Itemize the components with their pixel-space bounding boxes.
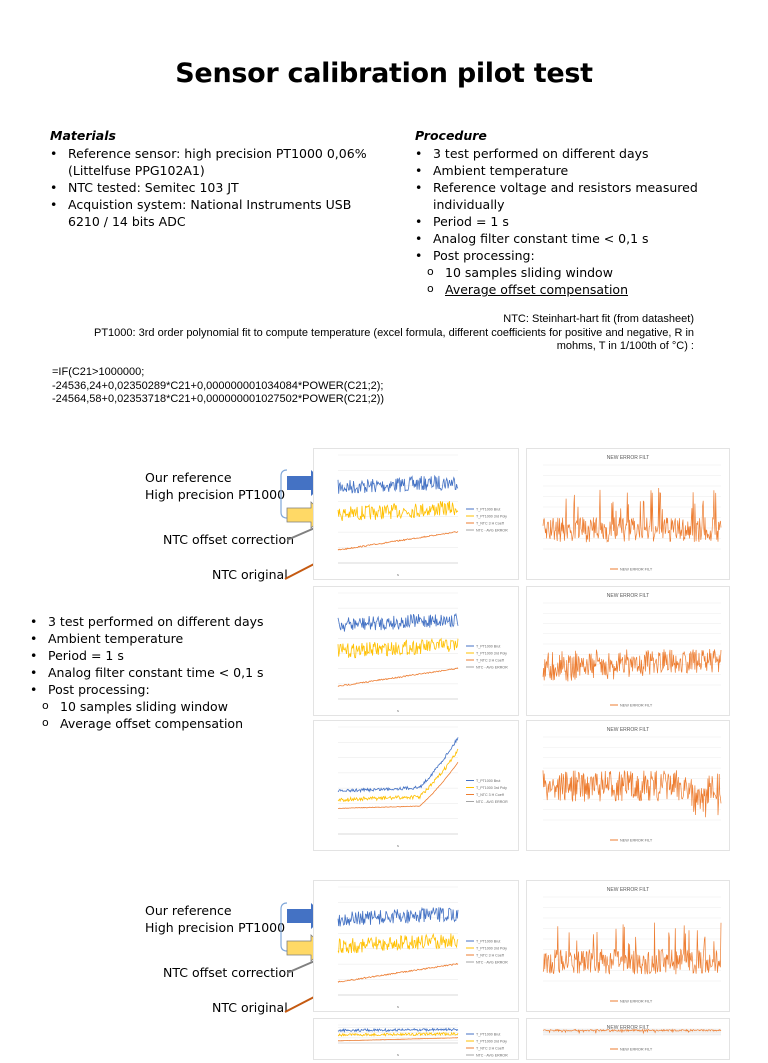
ntc-original-label: NTC original xyxy=(212,567,288,582)
list-item: • Ambient temperature xyxy=(415,162,745,179)
summary-list xyxy=(30,613,290,698)
error-series-line xyxy=(543,923,721,975)
pt1000-fit-note-line1: PT1000: 3rd order polynomial fit to compute temperature (excel formula, different coefficients for positive and negative, R in xyxy=(93,326,694,339)
legend-entry: NTC - AVG ERROR xyxy=(476,1053,508,1058)
materials-heading: Materials xyxy=(50,128,116,143)
list-item: • Post processing: xyxy=(30,681,290,698)
pt1000-series-line xyxy=(338,614,458,632)
temperature-chart-svg xyxy=(314,587,518,715)
error-chart xyxy=(526,586,730,716)
error-chart xyxy=(526,1018,730,1060)
list-item: • NTC tested: Semitec 103 JT xyxy=(50,179,370,196)
temperature-chart-svg xyxy=(314,721,518,850)
ntc-corrected-series-line xyxy=(338,1033,458,1036)
offset-correction-label: NTC offset correction xyxy=(163,532,295,547)
list-item: • Post processing: xyxy=(415,247,745,264)
ntc-original-series-line xyxy=(338,762,458,808)
chart-title: NEW ERROR FILT xyxy=(606,455,650,461)
list-item: • Acquistion system: National Instruments USB 6210 / 14 bits ADC xyxy=(50,196,370,230)
legend-entry: T_NTC 3 H Coeff xyxy=(476,521,504,526)
x-axis-label: s xyxy=(397,572,399,577)
legend-entry: T_PT1000 Brut xyxy=(476,507,501,512)
legend-entry: T_PT1000 Brut xyxy=(476,644,501,649)
list-item: • Reference voltage and resistors measured individually xyxy=(415,179,745,213)
temperature-chart xyxy=(313,720,519,851)
list-item: • Reference sensor: high precision PT1000 0,06% (Littelfuse PPG102A1) xyxy=(50,145,370,179)
temperature-chart-svg xyxy=(314,449,518,579)
pt1000-series-line xyxy=(338,476,458,494)
chart-title: NEW ERROR FILT xyxy=(606,727,650,733)
ntc-corrected-series-line xyxy=(338,501,458,521)
materials-list xyxy=(50,145,370,230)
fit-notes xyxy=(60,313,694,354)
reference-label-2: Our reference High precision PT1000 xyxy=(145,903,286,935)
error-series-line xyxy=(543,770,721,817)
legend-entry: T_PT1000 Brut xyxy=(476,939,501,944)
error-chart-svg xyxy=(527,881,729,1011)
legend-entry: T_PT1000 3rd Poly xyxy=(476,514,507,519)
legend-entry: NEW ERROR FILT xyxy=(620,1047,653,1052)
legend-entry: T_NTC 3 H Coeff xyxy=(476,658,504,663)
bracket xyxy=(281,903,287,951)
list-item: • Period = 1 s xyxy=(415,213,745,230)
ntc-corrected-series-line xyxy=(338,749,458,801)
legend-entry: T_NTC 3 H Coeff xyxy=(476,953,504,958)
summary-list-section xyxy=(30,613,290,732)
procedure-list xyxy=(415,145,745,264)
legend-entry: T_PT1000 3rd Poly xyxy=(476,946,507,951)
x-axis-label: s xyxy=(397,1004,399,1009)
list-item: • Analog filter constant time < 0,1 s xyxy=(30,664,290,681)
x-axis-label: s xyxy=(397,708,399,713)
excel-formula: =IF(C21>1000000; -24536,24+0,02350289*C21+0,000000001034084*POWER(C21;2); -24564,58+0,02353718*C21+0,000000001027502*POWER(C21;2)) xyxy=(52,366,385,405)
materials-section xyxy=(50,128,370,230)
error-chart-svg xyxy=(527,1019,729,1059)
error-series-line xyxy=(543,649,721,681)
x-axis-label: s xyxy=(397,843,399,848)
list-subitem: o 10 samples sliding window xyxy=(415,264,745,281)
bracket xyxy=(281,470,287,518)
ntc-fit-note: NTC: Steinhart-hart fit (from datasheet) xyxy=(503,313,694,325)
error-chart-svg xyxy=(527,449,729,579)
error-chart xyxy=(526,448,730,580)
temperature-chart xyxy=(313,448,519,580)
list-item: • Analog filter constant time < 0,1 s xyxy=(415,230,745,247)
temperature-chart xyxy=(313,586,519,716)
error-chart xyxy=(526,720,730,851)
temperature-chart-svg xyxy=(314,881,518,1011)
ntc-original-label-2: NTC original xyxy=(212,1000,288,1015)
chart-title: NEW ERROR FILT xyxy=(606,593,650,599)
ntc-corrected-series-line xyxy=(338,934,458,954)
pt1000-series-line xyxy=(338,907,458,926)
legend-entry: T_PT1000 3rd Poly xyxy=(476,786,507,790)
temperature-chart xyxy=(313,880,519,1012)
chart-title: NEW ERROR FILT xyxy=(606,887,650,893)
legend-entry: NTC - AVG ERROR xyxy=(476,800,508,804)
list-item: • Period = 1 s xyxy=(30,647,290,664)
legend-entry: T_PT1000 Brut xyxy=(476,779,501,783)
procedure-sublist xyxy=(415,264,745,298)
ntc-corrected-series-line xyxy=(338,639,458,658)
page-title: Sensor calibration pilot test xyxy=(175,58,593,89)
summary-sublist xyxy=(30,698,290,732)
temperature-chart-svg xyxy=(314,1019,518,1059)
legend-entry: T_PT1000 3rd Poly xyxy=(476,651,507,656)
legend-entry: NEW ERROR FILT xyxy=(620,838,653,843)
legend-entry: T_NTC 3 H Coeff xyxy=(476,1046,504,1051)
legend-entry: T_NTC 3 H Coeff xyxy=(476,793,504,797)
procedure-section xyxy=(415,128,745,298)
list-item: • Ambient temperature xyxy=(30,630,290,647)
chart-title: NEW ERROR FILT xyxy=(606,1025,650,1031)
error-series-line xyxy=(543,488,721,542)
procedure-heading: Procedure xyxy=(415,128,487,143)
list-item: • 3 test performed on different days xyxy=(30,613,290,630)
legend-entry: NEW ERROR FILT xyxy=(620,567,653,572)
legend-entry: NTC - AVG ERROR xyxy=(476,528,508,533)
temperature-chart xyxy=(313,1018,519,1060)
pt1000-series-line xyxy=(338,737,458,792)
error-chart-svg xyxy=(527,587,729,715)
pt1000-fit-note-line2: mohms, T in 1/100th of °C) : xyxy=(556,340,694,352)
list-item: • 3 test performed on different days xyxy=(415,145,745,162)
error-chart xyxy=(526,880,730,1012)
error-chart-svg xyxy=(527,721,729,850)
legend-entry: NTC - AVG ERROR xyxy=(476,960,508,965)
reference-label: Our reference High precision PT1000 xyxy=(145,470,286,502)
legend-entry: NEW ERROR FILT xyxy=(620,703,653,708)
offset-correction-label-2: NTC offset correction xyxy=(163,965,295,980)
list-subitem: o Average offset compensation xyxy=(415,281,745,298)
legend-entry: NEW ERROR FILT xyxy=(620,999,653,1004)
list-subitem: o 10 samples sliding window xyxy=(30,698,290,715)
x-axis-label: s xyxy=(397,1052,399,1057)
legend-entry: T_PT1000 3rd Poly xyxy=(476,1039,507,1044)
list-subitem: o Average offset compensation xyxy=(30,715,290,732)
legend-entry: NTC - AVG ERROR xyxy=(476,665,508,670)
legend-entry: T_PT1000 Brut xyxy=(476,1032,501,1037)
